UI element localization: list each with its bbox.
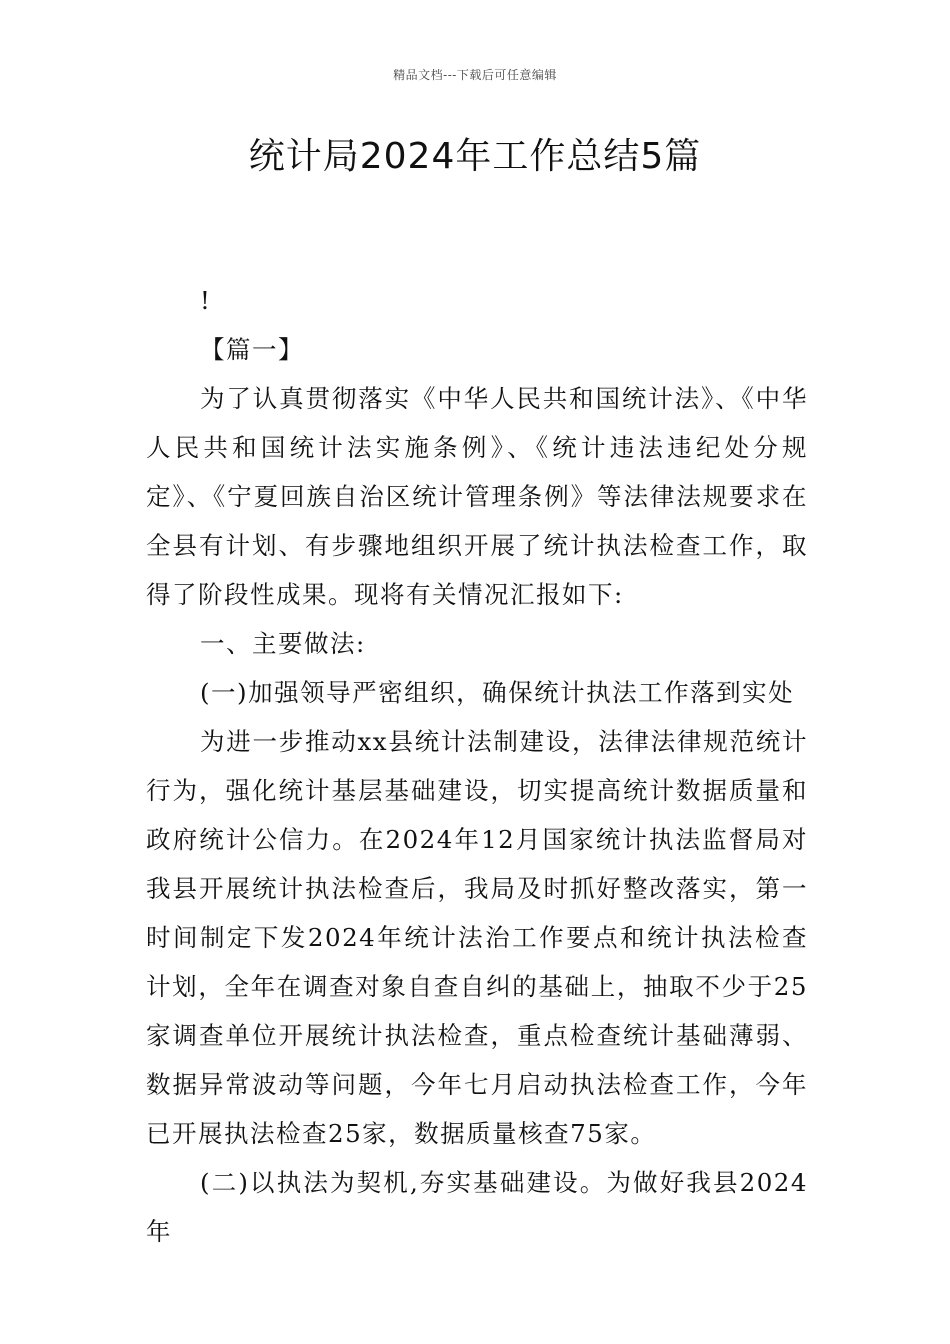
subheading-main-practices: 一、主要做法:: [200, 629, 366, 658]
body-paragraph: 为进一步推动xx县统计法制建设，法律法律规范统计行为，强化统计基层基础建设，切实提高统计数据质量和政府统计公信力。在2024年12月国家统计执法监督局对我县开展统计执法检查后，我局及时抓好整改落实，第一时间制定下发2024年统计法治工作要点和统计执法检查计划，全年在调查对象自查自纠的基础上，抽取不少于25家调查单位开展统计执法检查，重点检查统计基础薄弱、数据异常波动等问题，今年七月启动执法检查工作，今年已开展执法检查25家，数据质量核查75家。: [146, 727, 808, 1148]
document-body: [146, 276, 808, 1256]
intro-paragraph: 为了认真贯彻落实《中华人民共和国统计法》、《中华人民共和国统计法实施条例》、《统计违法违纪处分规定》、《宁夏回族自治区统计管理条例》等法律法规要求在全县有计划、有步骤地组织开展了统计执法检查工作，取得了阶段性成果。现将有关情况汇报如下:: [146, 384, 808, 609]
header-note: 精品文档---下载后可任意编辑: [393, 68, 557, 82]
document-title: 统计局2024年工作总结5篇: [248, 136, 702, 177]
subheading-item-one: (一)加强领导严密组织，确保统计执法工作落到实处: [200, 678, 795, 707]
section-heading: 【篇一】: [200, 335, 304, 364]
exclamation-line: !: [200, 286, 212, 315]
subheading-item-two: (二)以执法为契机,夯实基础建设。为做好我县2024年: [146, 1168, 808, 1246]
